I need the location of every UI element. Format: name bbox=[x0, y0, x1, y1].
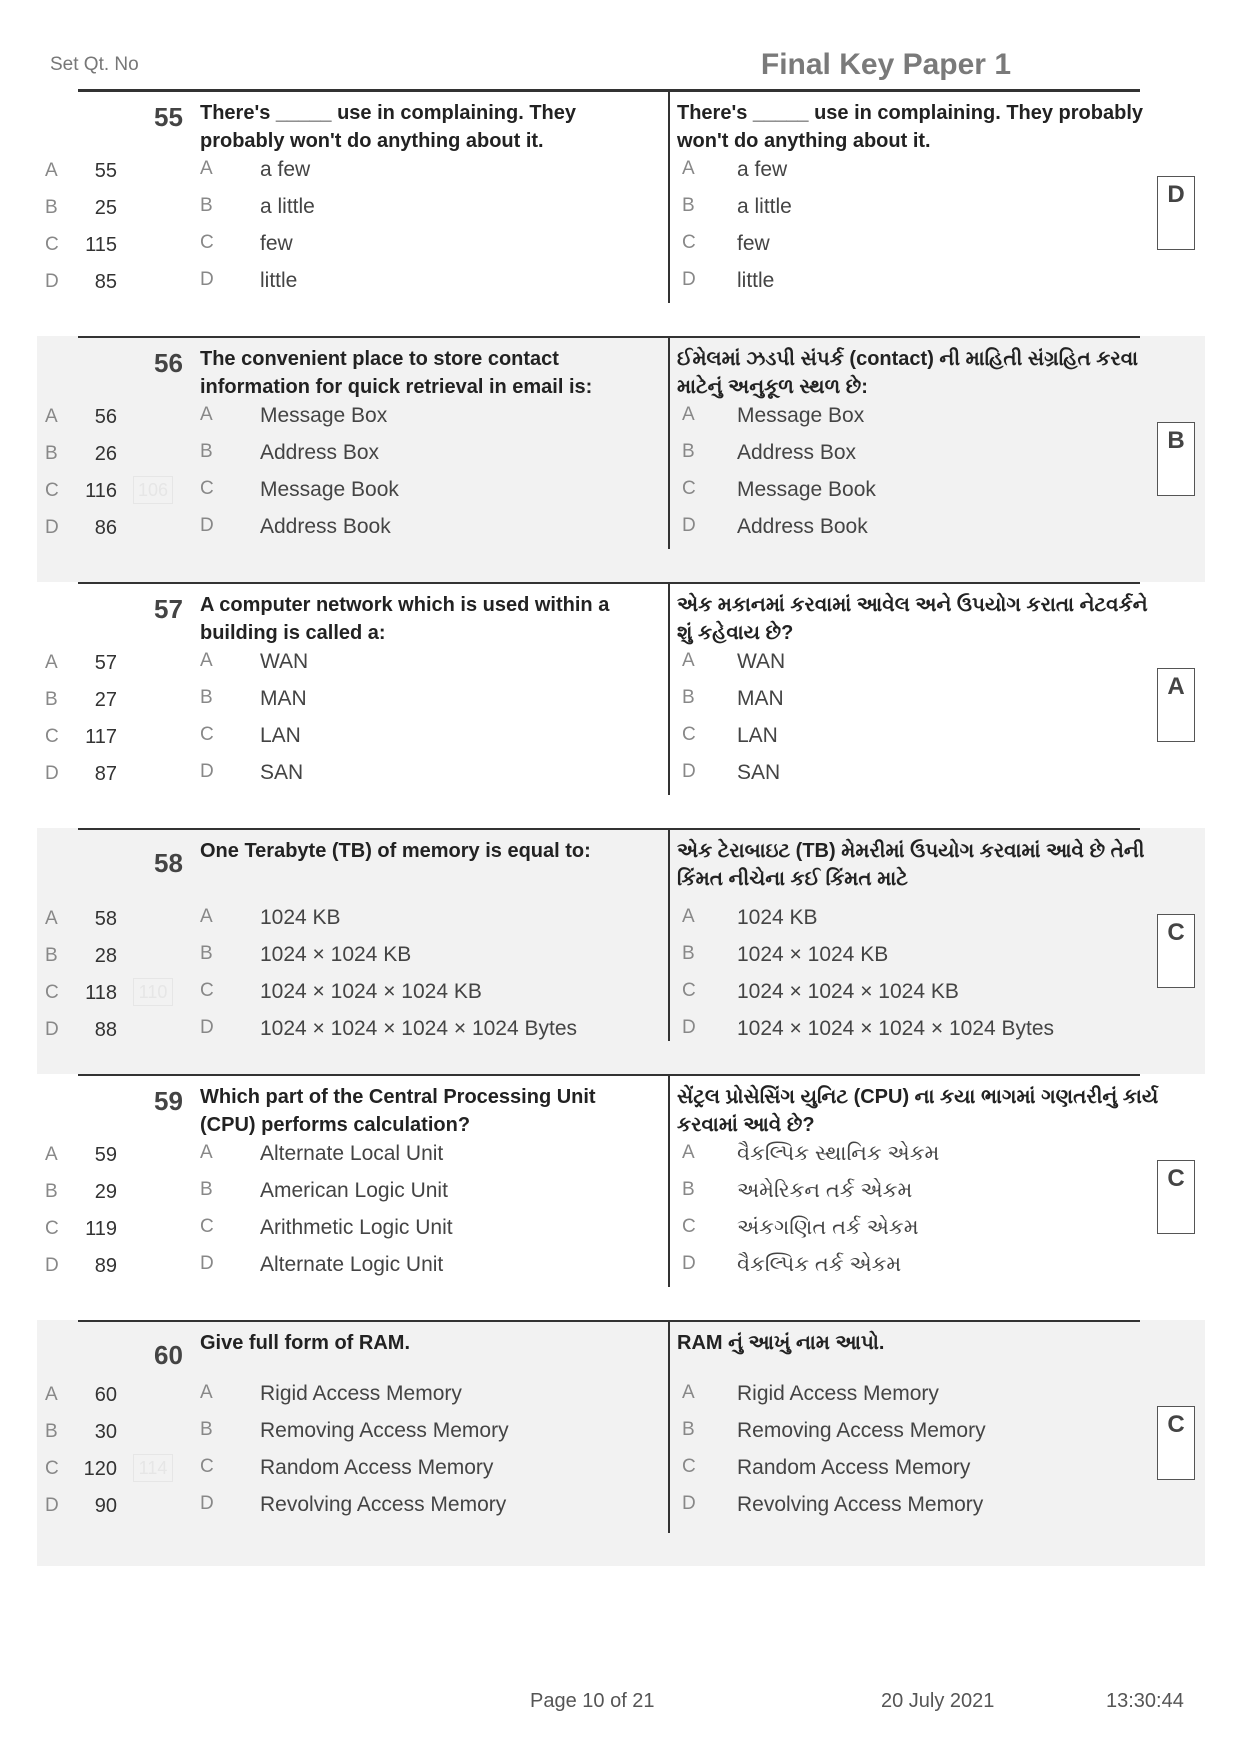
option-text-english: Message Book bbox=[260, 478, 399, 501]
print-time: 13:30:44 bbox=[1106, 1690, 1184, 1712]
set-question-number: 120 bbox=[83, 1458, 117, 1480]
set-letter: A bbox=[45, 1384, 58, 1405]
option-letter: D bbox=[200, 1493, 214, 1514]
option-text-english: 1024 × 1024 × 1024 KB bbox=[260, 980, 482, 1003]
set-letter: A bbox=[45, 406, 58, 427]
option-letter: C bbox=[682, 724, 696, 745]
set-question-number: 90 bbox=[94, 1495, 117, 1517]
option-letter: D bbox=[200, 515, 214, 536]
option-text-english: Arithmetic Logic Unit bbox=[260, 1216, 453, 1239]
set-letter: A bbox=[45, 652, 58, 673]
set-letter: A bbox=[45, 908, 58, 929]
option-text-english: few bbox=[260, 232, 293, 255]
option-letter: C bbox=[682, 980, 696, 1001]
set-question-number: 25 bbox=[94, 197, 117, 219]
question-divider bbox=[78, 1320, 1140, 1322]
set-letter: C bbox=[45, 982, 59, 1003]
column-divider bbox=[668, 1074, 670, 1287]
option-text-gujarati: 1024 × 1024 × 1024 KB bbox=[737, 980, 959, 1003]
option-letter: B bbox=[682, 1419, 695, 1440]
option-text-gujarati: Random Access Memory bbox=[737, 1456, 971, 1479]
answer-key-box: B bbox=[1157, 422, 1195, 496]
set-letter: C bbox=[45, 1218, 59, 1239]
set-letter: B bbox=[45, 443, 58, 464]
option-text-english: 1024 × 1024 KB bbox=[260, 943, 412, 966]
question-block bbox=[37, 1320, 1205, 1566]
option-text-english: 1024 KB bbox=[260, 906, 341, 929]
page-number: Page 10 of 21 bbox=[530, 1690, 655, 1712]
option-letter: B bbox=[682, 195, 695, 216]
question-divider bbox=[78, 1074, 1140, 1076]
option-letter: D bbox=[200, 1017, 214, 1038]
option-letter: B bbox=[200, 441, 213, 462]
set-letter: A bbox=[45, 1144, 58, 1165]
set-letter: D bbox=[45, 1019, 59, 1040]
option-text-gujarati: વૈકલ્પિક સ્થાનિક એકમ bbox=[737, 1142, 940, 1165]
option-text-gujarati: 1024 KB bbox=[737, 906, 818, 929]
set-letter: B bbox=[45, 1181, 58, 1202]
option-text-english: MAN bbox=[260, 687, 307, 710]
option-text-gujarati: Revolving Access Memory bbox=[737, 1493, 984, 1516]
set-question-number: 119 bbox=[85, 1218, 117, 1240]
set-question-number: 29 bbox=[94, 1181, 117, 1203]
option-text-english: Random Access Memory bbox=[260, 1456, 494, 1479]
option-text-gujarati: 1024 × 1024 × 1024 × 1024 Bytes bbox=[737, 1017, 1055, 1040]
question-number: 55 bbox=[154, 102, 183, 132]
question-block bbox=[37, 90, 1205, 336]
question-number: 59 bbox=[154, 1086, 183, 1116]
option-text-english: Removing Access Memory bbox=[260, 1419, 509, 1442]
set-question-number: 28 bbox=[94, 945, 117, 967]
question-number: 60 bbox=[154, 1340, 183, 1370]
option-text-english: Alternate Local Unit bbox=[260, 1142, 444, 1165]
option-letter: C bbox=[200, 724, 214, 745]
option-letter: D bbox=[682, 1017, 696, 1038]
question-text-english: The convenient place to store contact information for quick retrieval in email is: bbox=[200, 348, 593, 398]
option-text-english: 1024 × 1024 × 1024 × 1024 Bytes bbox=[260, 1017, 578, 1040]
set-question-number: 117 bbox=[85, 726, 117, 748]
set-question-number: 86 bbox=[94, 517, 117, 539]
question-block bbox=[37, 582, 1205, 828]
answer-key-box: A bbox=[1157, 668, 1195, 742]
set-question-number: 59 bbox=[94, 1144, 117, 1166]
set-letter: D bbox=[45, 271, 59, 292]
question-block bbox=[37, 828, 1205, 1074]
option-letter: B bbox=[200, 195, 213, 216]
option-letter: C bbox=[682, 1216, 696, 1237]
question-text-english: One Terabyte (TB) of memory is equal to: bbox=[200, 840, 591, 862]
option-letter: A bbox=[200, 158, 213, 179]
option-letter: C bbox=[682, 232, 696, 253]
answer-key-box: D bbox=[1157, 176, 1195, 250]
option-letter: C bbox=[200, 478, 214, 499]
column-divider bbox=[668, 582, 670, 795]
option-text-gujarati: LAN bbox=[737, 724, 778, 747]
question-divider bbox=[78, 582, 1140, 584]
set-question-number: 30 bbox=[94, 1421, 117, 1443]
option-text-gujarati: MAN bbox=[737, 687, 784, 710]
set-letter: D bbox=[45, 517, 59, 538]
option-text-english: LAN bbox=[260, 724, 301, 747]
option-text-gujarati: Removing Access Memory bbox=[737, 1419, 986, 1442]
option-text-english: Address Box bbox=[260, 441, 380, 464]
option-letter: C bbox=[200, 232, 214, 253]
question-text-english: Which part of the Central Processing Unit (CPU) performs calculation? bbox=[200, 1086, 596, 1136]
set-letter: C bbox=[45, 1458, 59, 1479]
option-text-gujarati: Address Box bbox=[737, 441, 857, 464]
question-text-gujarati: એક ટેરાબાઇટ (TB) મેમરીમાં ઉપયોગ કરવામાં આવે છે તેની કિંમત નીચેના કઈ કિંમત માટે bbox=[677, 840, 1145, 890]
option-text-english: American Logic Unit bbox=[260, 1179, 448, 1202]
option-letter: B bbox=[200, 1419, 213, 1440]
option-letter: C bbox=[200, 1216, 214, 1237]
option-text-gujarati: a few bbox=[737, 158, 788, 181]
column-divider bbox=[668, 336, 670, 549]
option-letter: A bbox=[682, 158, 695, 179]
option-letter: B bbox=[200, 1179, 213, 1200]
question-text-english: Give full form of RAM. bbox=[200, 1332, 410, 1354]
option-text-gujarati: a little bbox=[737, 195, 792, 218]
option-letter: A bbox=[682, 1142, 695, 1163]
option-letter: C bbox=[682, 478, 696, 499]
question-divider bbox=[78, 336, 1140, 338]
faint-reference-number: 110 bbox=[133, 978, 173, 1006]
option-text-gujarati: little bbox=[737, 269, 775, 292]
option-text-english: Alternate Logic Unit bbox=[260, 1253, 444, 1276]
set-letter: D bbox=[45, 1255, 59, 1276]
set-question-number: 27 bbox=[94, 689, 117, 711]
option-text-gujarati: WAN bbox=[737, 650, 786, 673]
option-letter: A bbox=[200, 1382, 213, 1403]
set-question-number: 116 bbox=[85, 480, 117, 502]
question-text-gujarati: એક મકાનમાં કરવામાં આવેલ અને ઉપયોગ કરાતા નેટવર્કને શું કહેવાય છે? bbox=[677, 594, 1148, 644]
question-text-english: There's _____ use in complaining. They probably won't do anything about it. bbox=[200, 102, 576, 152]
option-text-gujarati: Rigid Access Memory bbox=[737, 1382, 939, 1405]
option-letter: A bbox=[682, 1382, 695, 1403]
set-question-number: 55 bbox=[94, 160, 117, 182]
option-letter: B bbox=[200, 687, 213, 708]
option-letter: D bbox=[682, 1493, 696, 1514]
question-list bbox=[37, 90, 1205, 1566]
option-letter: C bbox=[200, 980, 214, 1001]
option-text-gujarati: અંકગણિત તર્ક એકમ bbox=[737, 1216, 919, 1239]
option-text-gujarati: Message Box bbox=[737, 404, 865, 427]
set-letter: B bbox=[45, 689, 58, 710]
option-letter: D bbox=[200, 1253, 214, 1274]
set-letter: D bbox=[45, 1495, 59, 1516]
set-question-number: 89 bbox=[94, 1255, 117, 1277]
option-text-english: a little bbox=[260, 195, 315, 218]
option-text-english: WAN bbox=[260, 650, 309, 673]
option-letter: B bbox=[682, 441, 695, 462]
question-divider bbox=[78, 90, 1140, 92]
option-letter: B bbox=[682, 687, 695, 708]
set-letter: C bbox=[45, 480, 59, 501]
option-letter: A bbox=[200, 906, 213, 927]
set-question-number: 58 bbox=[94, 908, 117, 930]
question-text-gujarati: There's _____ use in complaining. They probably won't do anything about it. bbox=[677, 102, 1144, 152]
answer-key-box: C bbox=[1157, 914, 1195, 988]
question-block bbox=[37, 336, 1205, 582]
question-number: 56 bbox=[154, 348, 183, 378]
faint-reference-number: 114 bbox=[133, 1454, 173, 1482]
set-letter: C bbox=[45, 234, 59, 255]
option-text-gujarati: few bbox=[737, 232, 770, 255]
set-qtno-heading: Set Qt. No bbox=[50, 54, 139, 75]
set-question-number: 26 bbox=[94, 443, 117, 465]
option-text-english: little bbox=[260, 269, 298, 292]
option-text-gujarati: અમેરિકન તર્ક એકમ bbox=[737, 1179, 913, 1202]
question-number: 57 bbox=[154, 594, 183, 624]
option-letter: B bbox=[682, 1179, 695, 1200]
set-letter: C bbox=[45, 726, 59, 747]
set-question-number: 60 bbox=[94, 1384, 117, 1406]
option-letter: D bbox=[682, 761, 696, 782]
set-letter: B bbox=[45, 197, 58, 218]
option-text-gujarati: Address Book bbox=[737, 515, 868, 538]
column-divider bbox=[668, 90, 670, 303]
question-block bbox=[37, 1074, 1205, 1320]
set-question-number: 85 bbox=[94, 271, 117, 293]
column-divider bbox=[668, 1320, 670, 1533]
option-text-english: SAN bbox=[260, 761, 304, 784]
option-letter: A bbox=[682, 404, 695, 425]
option-letter: B bbox=[200, 943, 213, 964]
option-text-gujarati: Message Book bbox=[737, 478, 876, 501]
set-letter: D bbox=[45, 763, 59, 784]
page-title: Final Key Paper 1 bbox=[760, 48, 1011, 81]
question-text-gujarati: સેંટ્રલ પ્રોસેસિંગ યુનિટ (CPU) ના કયા ભાગમાં ગણતરીનું કાર્ય કરવામાં આવે છે? bbox=[677, 1086, 1159, 1136]
option-text-gujarati: 1024 × 1024 KB bbox=[737, 943, 889, 966]
question-text-gujarati: ઈમેલમાં ઝડપી સંપર્ક (contact) ની માહિતી સંગ્રહિત કરવા માટેનું અનુકૂળ સ્થળ છે: bbox=[677, 348, 1139, 398]
answer-key-box: C bbox=[1157, 1160, 1195, 1234]
option-text-english: Revolving Access Memory bbox=[260, 1493, 507, 1516]
option-letter: A bbox=[682, 650, 695, 671]
set-letter: B bbox=[45, 1421, 58, 1442]
set-question-number: 57 bbox=[94, 652, 117, 674]
set-question-number: 87 bbox=[94, 763, 117, 785]
option-letter: D bbox=[682, 269, 696, 290]
option-text-english: Message Box bbox=[260, 404, 388, 427]
option-letter: A bbox=[200, 404, 213, 425]
option-text-english: Rigid Access Memory bbox=[260, 1382, 462, 1405]
question-text-english: A computer network which is used within a building is called a: bbox=[200, 594, 610, 644]
option-letter: C bbox=[682, 1456, 696, 1477]
question-text-gujarati: RAM નું આખું નામ આપો. bbox=[677, 1332, 885, 1354]
print-date: 20 July 2021 bbox=[881, 1690, 995, 1712]
option-text-gujarati: વૈકલ્પિક તર્ક એકમ bbox=[737, 1253, 902, 1276]
option-letter: C bbox=[200, 1456, 214, 1477]
option-text-gujarati: SAN bbox=[737, 761, 781, 784]
option-text-english: Address Book bbox=[260, 515, 391, 538]
option-letter: A bbox=[200, 1142, 213, 1163]
question-number: 58 bbox=[154, 848, 183, 878]
set-question-number: 56 bbox=[94, 406, 117, 428]
set-letter: A bbox=[45, 160, 58, 181]
option-letter: D bbox=[200, 269, 214, 290]
option-letter: D bbox=[682, 1253, 696, 1274]
set-question-number: 88 bbox=[94, 1019, 117, 1041]
answer-key-box: C bbox=[1157, 1406, 1195, 1480]
option-letter: D bbox=[682, 515, 696, 536]
set-letter: B bbox=[45, 945, 58, 966]
question-divider bbox=[78, 828, 1140, 830]
option-letter: B bbox=[682, 943, 695, 964]
set-question-number: 115 bbox=[85, 234, 117, 256]
column-divider bbox=[668, 828, 670, 1041]
option-text-english: a few bbox=[260, 158, 311, 181]
option-letter: A bbox=[200, 650, 213, 671]
option-letter: A bbox=[682, 906, 695, 927]
set-question-number: 118 bbox=[85, 982, 117, 1004]
option-letter: D bbox=[200, 761, 214, 782]
faint-reference-number: 106 bbox=[133, 476, 173, 504]
